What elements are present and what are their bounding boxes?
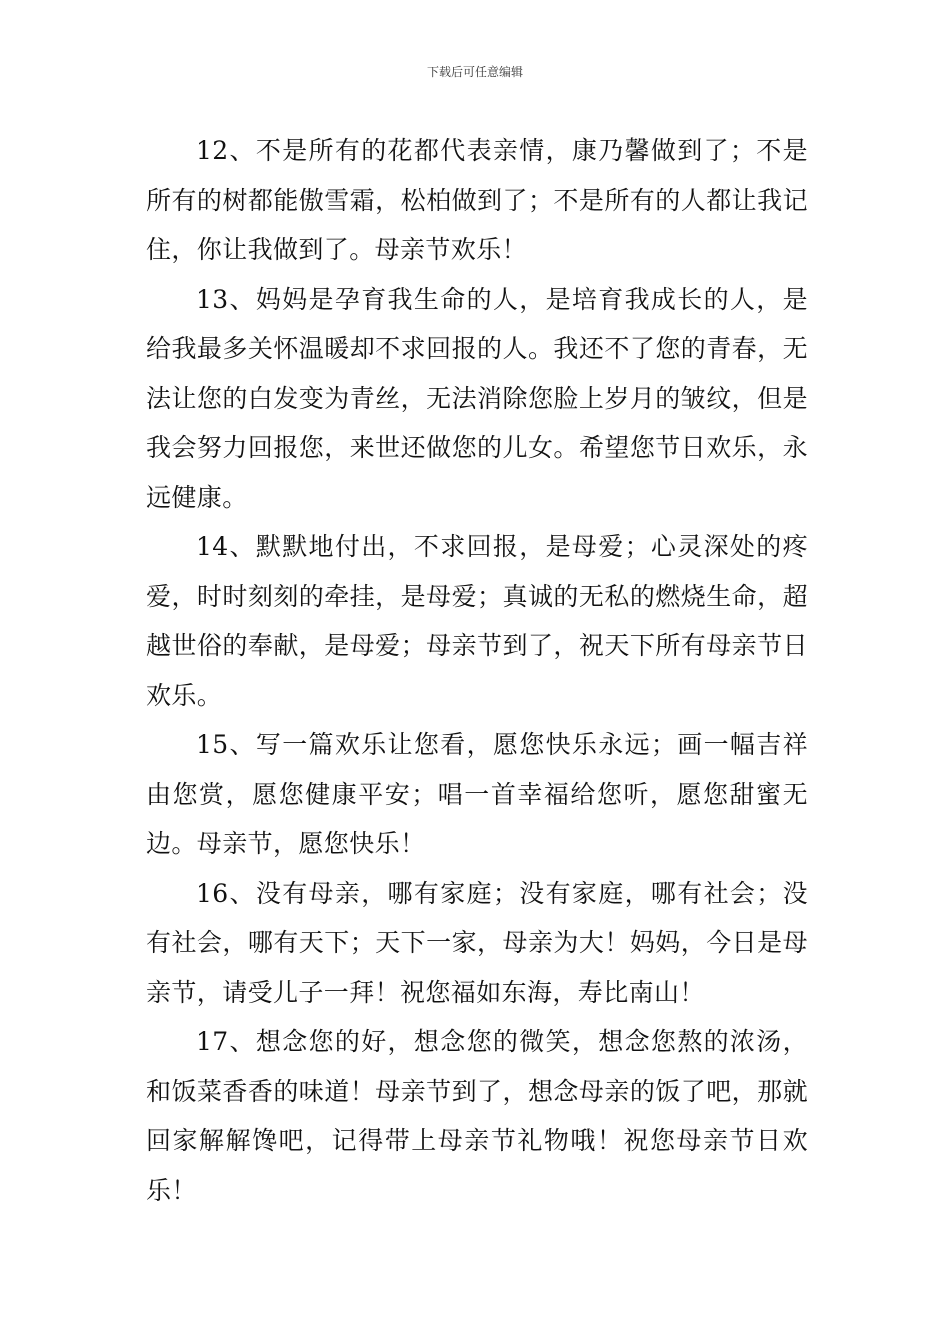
paragraph-16: 16、没有母亲，哪有家庭；没有家庭，哪有社会；没有社会，哪有天下；天下一家，母亲为大！妈妈，今日是母亲节，请受儿子一拜！祝您福如东海，寿比南山！ [146, 878, 808, 1007]
paragraph-12: 12、不是所有的花都代表亲情，康乃馨做到了；不是所有的树都能傲雪霜，松柏做到了；不是所有的人都让我记住，你让我做到了。母亲节欢乐！ [146, 136, 808, 264]
page-header-note: 下载后可任意编辑 [426, 65, 523, 79]
document-body [146, 126, 808, 1215]
paragraph-13: 13、妈妈是孕育我生命的人，是培育我成长的人，是给我最多关怀温暖却不求回报的人。我还不了您的青春，无法让您的白发变为青丝，无法消除您脸上岁月的皱纹，但是我会努力回报您，来世还做您的儿女。希望您节日欢乐，永远健康。 [146, 284, 808, 512]
paragraph-15: 15、写一篇欢乐让您看，愿您快乐永远；画一幅吉祥由您赏，愿您健康平安；唱一首幸福给您听，愿您甜蜜无边。母亲节，愿您快乐！ [146, 730, 808, 858]
paragraph-14: 14、默默地付出，不求回报，是母爱；心灵深处的疼爱，时时刻刻的牵挂，是母爱；真诚的无私的燃烧生命，超越世俗的奉献，是母爱；母亲节到了，祝天下所有母亲节日欢乐。 [146, 532, 808, 710]
paragraph-17: 17、想念您的好，想念您的微笑，想念您熬的浓汤，和饭菜香香的味道！母亲节到了，想念母亲的饭了吧，那就回家解解馋吧，记得带上母亲节礼物哦！祝您母亲节日欢乐！ [146, 1027, 808, 1205]
